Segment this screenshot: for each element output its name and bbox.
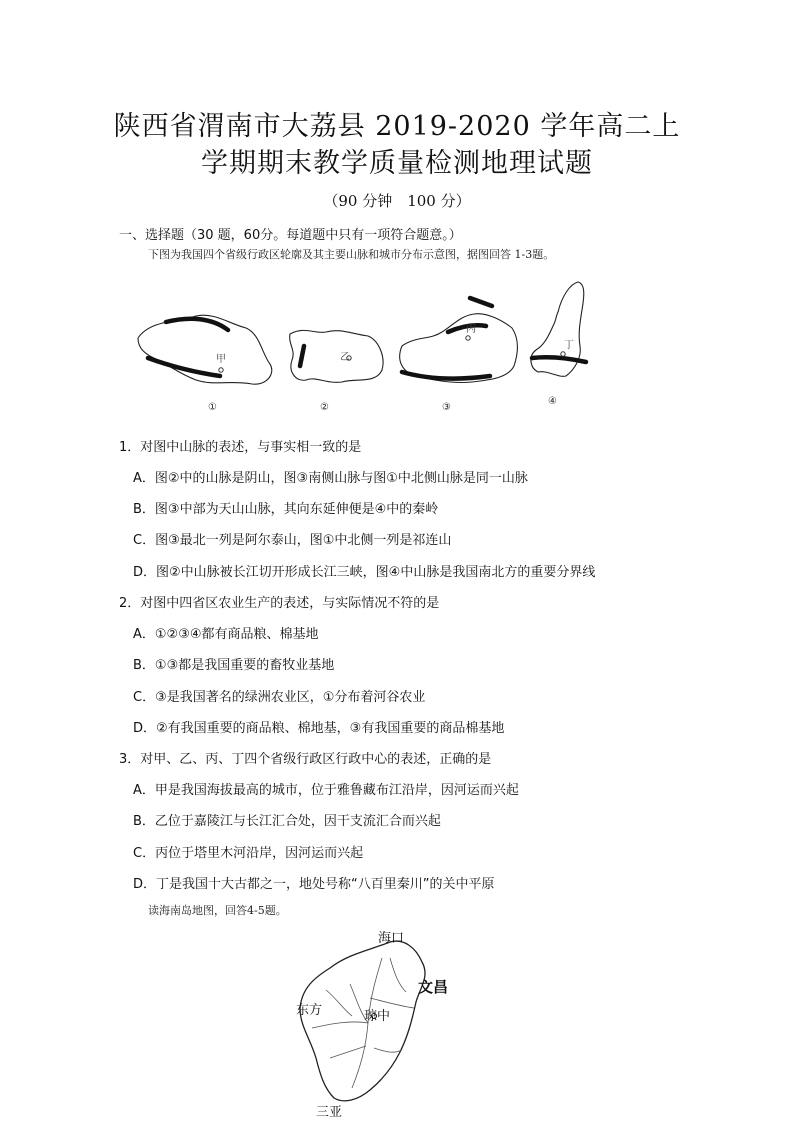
province-maps-figure <box>130 276 610 416</box>
question-2-option-a: A．①②③④都有商品粮、棉基地 <box>133 627 319 642</box>
section-heading: 一、选择题（30 题，60分。每道题中只有一项符合题意。） <box>119 228 462 243</box>
map-label-bing: 丙 <box>466 324 476 335</box>
map-3-mountain-south <box>402 372 490 379</box>
map-3-mountain-north <box>470 298 492 306</box>
hainan-label-haikou: 海口 <box>378 931 405 946</box>
map-number-2: ② <box>320 402 329 413</box>
map-number-3: ③ <box>442 402 451 413</box>
subtitle: （90 分钟 100 分） <box>323 192 471 210</box>
question-1-option-d: D．图②中山脉被长江切开形成长江三峡，图④中山脉是我国南北方的重要分界线 <box>133 565 596 580</box>
map-number-1: ① <box>208 402 217 413</box>
hainan-map-figure <box>290 928 470 1118</box>
hainan-label-sanya: 三亚 <box>316 1105 343 1120</box>
question-2-option-d: D．②有我国重要的商品粮、棉地基，③有我国重要的商品棉基地 <box>133 721 505 736</box>
question-2-stem: 2．对图中四省区农业生产的表述，与实际情况不符的是 <box>119 596 440 611</box>
hainan-label-qiongzhong: 琼中 <box>364 1009 391 1024</box>
map-2-mountain <box>300 346 304 366</box>
question-3-option-d: D．丁是我国十大古都之一，地处号称“八百里秦川”的关中平原 <box>133 877 495 892</box>
hainan-label-wenchang: 文昌 <box>418 978 449 996</box>
question-1-stem: 1．对图中山脉的表述，与事实相一致的是 <box>119 440 362 455</box>
section-intro: 下图为我国四个省级行政区轮廓及其主要山脉和城市分布示意图，据图回答 1-3题。 <box>148 248 555 261</box>
map-number-4: ④ <box>548 396 557 407</box>
question-1-option-c: C．图③最北一列是阿尔泰山，图①中北侧一列是祁连山 <box>133 533 452 548</box>
question-1-option-a: A．图②中的山脉是阴山，图③南侧山脉与图①中北侧山脉是同一山脉 <box>133 471 528 486</box>
map-4-mountain <box>532 357 586 362</box>
map-1-mountain-south <box>148 358 220 376</box>
map-label-jia: 甲 <box>216 354 226 365</box>
question-3-option-b: B．乙位于嘉陵江与长江汇合处，因干支流汇合而兴起 <box>133 814 441 829</box>
hainan-outline <box>300 941 425 1101</box>
question-3-option-a: A．甲是我国海拔最高的城市，位于雅鲁藏布江沿岸，因河运而兴起 <box>133 783 519 798</box>
question-1-option-b: B．图③中部为天山山脉，其向东延伸便是④中的秦岭 <box>133 502 439 517</box>
map-3-outline <box>400 314 518 383</box>
title-line-2: 学期期末教学质量检测地理试题 <box>201 148 593 179</box>
question-3-stem: 3．对甲、乙、丙、丁四个省级行政区行政中心的表述，正确的是 <box>119 752 492 767</box>
hainan-label-dongfang: 东方 <box>296 1003 323 1018</box>
title-line-1: 陕西省渭南市大荔县 2019-2020 学年高二上 <box>113 111 681 142</box>
question-3-option-c: C．丙位于塔里木河沿岸，因河运而兴起 <box>133 846 364 861</box>
question-2-option-b: B．①③都是我国重要的畜牧业基地 <box>133 658 335 673</box>
map-label-ding: 丁 <box>564 340 574 351</box>
question-2-option-c: C．③是我国著名的绿洲农业区，①分布着河谷农业 <box>133 690 426 705</box>
map-label-yi: 乙 <box>340 352 350 363</box>
map-1-mountain-north <box>166 319 228 330</box>
hainan-intro: 读海南岛地图，回答4-5题。 <box>148 904 287 917</box>
